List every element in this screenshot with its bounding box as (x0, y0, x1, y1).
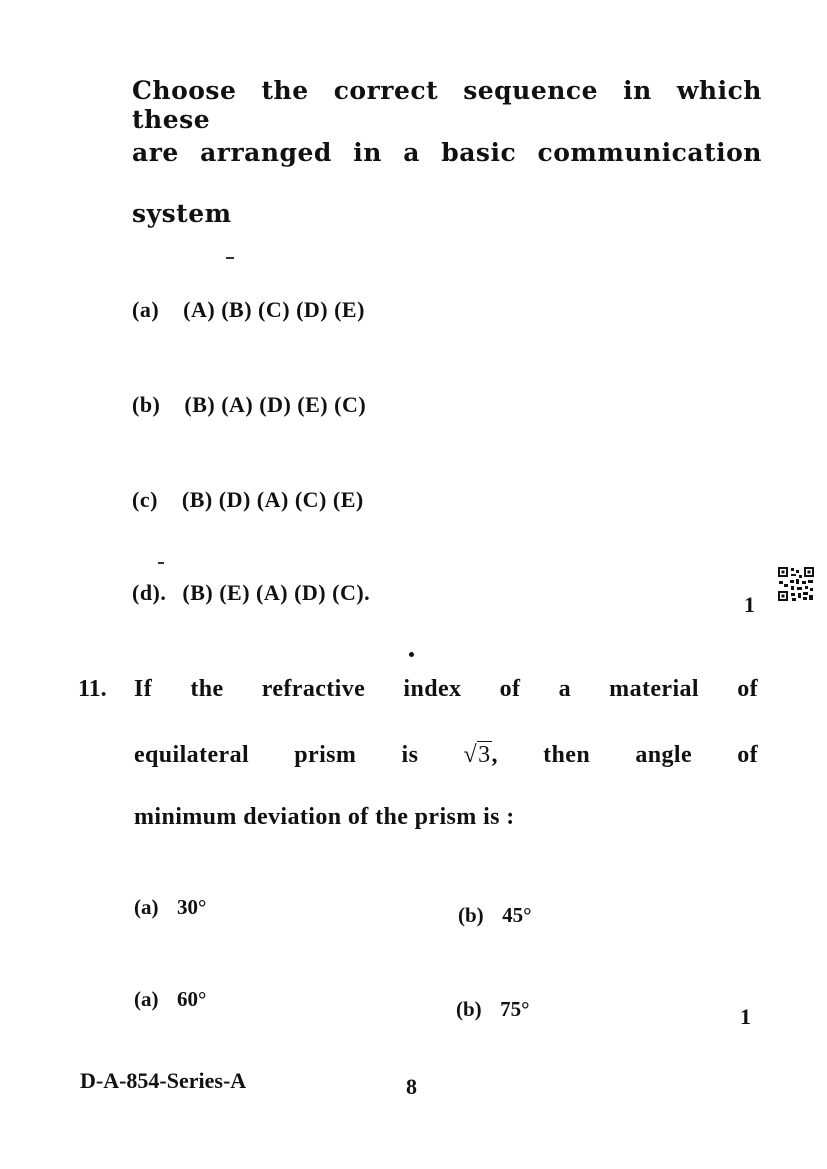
q10-option-c-text: (B) (D) (A) (C) (E) (181, 487, 364, 512)
q11-option-1-value: 30° (177, 895, 207, 919)
sqrt-expression: √3 (463, 742, 491, 768)
q11-stem-line-3: minimum deviation of the prism is : (134, 804, 515, 830)
q10-option-c-label: (c) (132, 487, 158, 512)
qr-code-icon (777, 566, 815, 602)
q11-option-3-label: (a) (134, 987, 159, 1011)
q11-number: 11. (78, 676, 107, 702)
q11-option-4-value: 75° (500, 997, 530, 1021)
q11-option-2 (458, 903, 532, 928)
q11-option-1 (134, 895, 206, 920)
q11-option-4 (456, 997, 530, 1022)
q10-option-b (132, 392, 366, 418)
paper-code: D-A-854-Series-A (80, 1068, 247, 1093)
q11-marks: 1 (740, 1004, 751, 1029)
q11-stem-line-2 (134, 742, 758, 769)
page-number: 8 (406, 1074, 417, 1099)
q11-option-3-value: 60° (177, 987, 207, 1011)
q10-option-a (132, 297, 365, 323)
q10-option-c (132, 487, 364, 513)
stray-mark (158, 562, 164, 564)
q11-stem-line-2-before: equilateral prism is (134, 742, 419, 768)
sqrt-radicand: 3 (478, 742, 491, 768)
q10-stem-line-2: are arranged in a basic communication (132, 138, 762, 167)
q10-option-b-label: (b) (132, 392, 161, 417)
q11-option-3 (134, 987, 206, 1012)
q10-option-d-text: (B) (E) (A) (D) (C). (182, 580, 371, 605)
q10-marks: 1 (744, 592, 755, 617)
q10-option-a-text: (A) (B) (C) (D) (E) (183, 297, 365, 322)
stray-dot (409, 652, 414, 657)
q11-stem-line-2-after: , then angle of (491, 742, 759, 768)
q11-option-4-label: (b) (456, 997, 482, 1021)
q10-option-d-label: (d). (132, 580, 167, 605)
q10-option-d (132, 580, 370, 606)
q11-option-2-label: (b) (458, 903, 484, 927)
q11-stem-line-1: If the refractive index of a material of (134, 676, 758, 702)
q10-stem-line-3: system (132, 199, 232, 228)
stray-mark (226, 257, 234, 259)
q10-stem-line-1: Choose the correct sequence in which these (132, 76, 762, 134)
q11-option-1-label: (a) (134, 895, 159, 919)
q10-option-b-text: (B) (A) (D) (E) (C) (184, 392, 367, 417)
q10-option-a-label: (a) (132, 297, 160, 322)
q11-option-2-value: 45° (502, 903, 532, 927)
